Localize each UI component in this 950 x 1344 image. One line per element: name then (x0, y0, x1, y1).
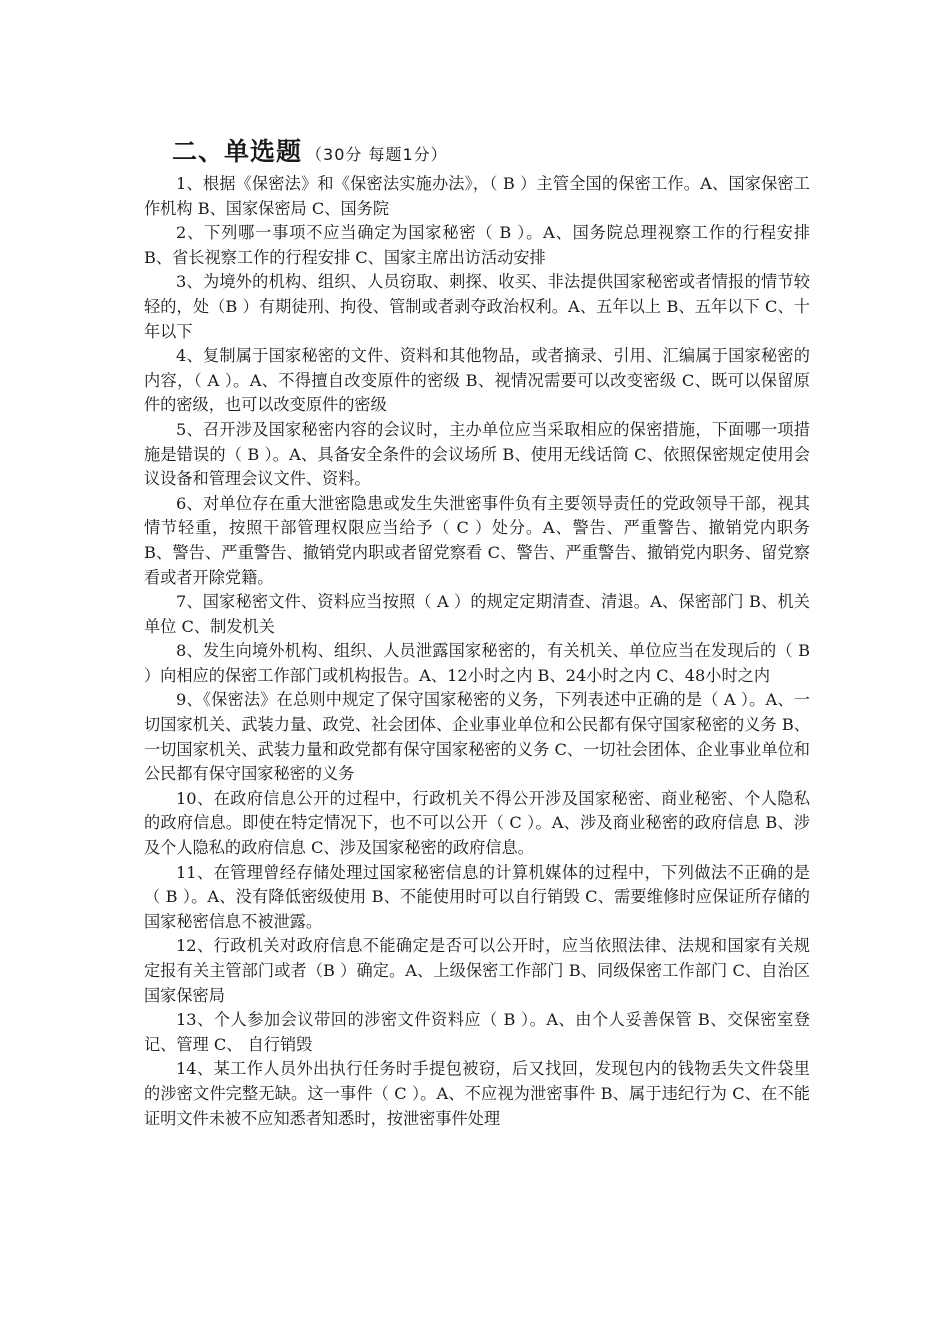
section-subtitle: （30分 每题1分） (306, 145, 448, 164)
section-title: 二、单选题 (172, 137, 303, 166)
question-item: 12、行政机关对政府信息不能确定是否可以公开时，应当依照法律、法规和国家有关规定报有关主管部门或者（B ）确定。A、上级保密工作部门 B、同级保密工作部门 C、自治区国家保密局 (144, 936, 810, 1005)
question-item: 6、对单位存在重大泄密隐患或发生失泄密事件负有主要领导责任的党政领导干部，视其情节轻重，按照干部管理权限应当给予（ C ）处分。A、警告、严重警告、撤销党内职务 B、警告、严重警告、撤销党内职或者留党察看 C、警告、严重警告、撤销党内职务、留党察看或者开除党籍。 (144, 493, 810, 587)
section-heading (172, 132, 448, 168)
question-item: 1、根据《保密法》和《保密法实施办法》，（ B ）主管全国的保密工作。A、国家保密工作机构 B、国家保密局 C、国务院 (144, 174, 810, 218)
question-list (144, 172, 810, 1131)
question-item: 9、《保密法》在总则中规定了保守国家秘密的义务，下列表述中正确的是（ A ）。A、一切国家机关、武装力量、政党、社会团体、企业事业单位和公民都有保守国家秘密的义务 B、一切国家机关、武装力量和政党都有保守国家秘密的义务 C、一切社会团体、企业事业单位和公民都有保守国家秘密的义务 (144, 690, 810, 784)
question-item: 3、为境外的机构、组织、人员窃取、刺探、收买、非法提供国家秘密或者情报的情节较轻的，处（B ）有期徒刑、拘役、管制或者剥夺政治权利。A、五年以上 B、五年以下 C、十年以下 (144, 272, 810, 341)
question-item: 14、某工作人员外出执行任务时手提包被窃，后又找回，发现包内的钱物丢失文件袋里的涉密文件完整无缺。这一事件（ C ）。A、不应视为泄密事件 B、属于违纪行为 C、在不能证明文件未被不应知悉者知悉时，按泄密事件处理 (144, 1059, 810, 1128)
question-item: 4、复制属于国家秘密的文件、资料和其他物品，或者摘录、引用、汇编属于国家秘密的内容，（ A ）。A、不得擅自改变原件的密级 B、视情况需要可以改变密级 C、既可以保留原件的密级，也可以改变原件的密级 (144, 346, 810, 415)
question-item: 10、在政府信息公开的过程中，行政机关不得公开涉及国家秘密、商业秘密、个人隐私的政府信息。即使在特定情况下，也不可以公开（ C ）。A、涉及商业秘密的政府信息 B、涉及个人隐私的政府信息 C、涉及国家秘密的政府信息。 (144, 788, 810, 858)
question-item: 7、国家秘密文件、资料应当按照（ A ）的规定定期清查、清退。A、保密部门 B、机关单位 C、制发机关 (144, 592, 810, 636)
question-item: 8、发生向境外机构、组织、人员泄露国家秘密的，有关机关、单位应当在发现后的（ B ）向相应的保密工作部门或机构报告。A、12小时之内 B、24小时之内 C、48小时之内 (144, 641, 810, 685)
question-item: 13、个人参加会议带回的涉密文件资料应（ B ）。A、由个人妥善保管 B、交保密室登记、管理 C、 自行销毁 (144, 1010, 810, 1054)
question-item: 5、召开涉及国家秘密内容的会议时，主办单位应当采取相应的保密措施，下面哪一项措施是错误的（ B ）。A、具备安全条件的会议场所 B、使用无线话筒 C、依照保密规定使用会议设备和管理会议文件、资料。 (144, 419, 810, 489)
question-item: 2、下列哪一事项不应当确定为国家秘密（ B ）。A、国务院总理视察工作的行程安排 B、省长视察工作的行程安排 C、国家主席出访活动安排 (144, 223, 810, 267)
question-item: 11、在管理曾经存储处理过国家秘密信息的计算机媒体的过程中，下列做法不正确的是（ B ）。A、没有降低密级使用 B、不能使用时可以自行销毁 C、需要维修时应保证所存储的国家秘密信息不被泄露。 (144, 862, 810, 931)
